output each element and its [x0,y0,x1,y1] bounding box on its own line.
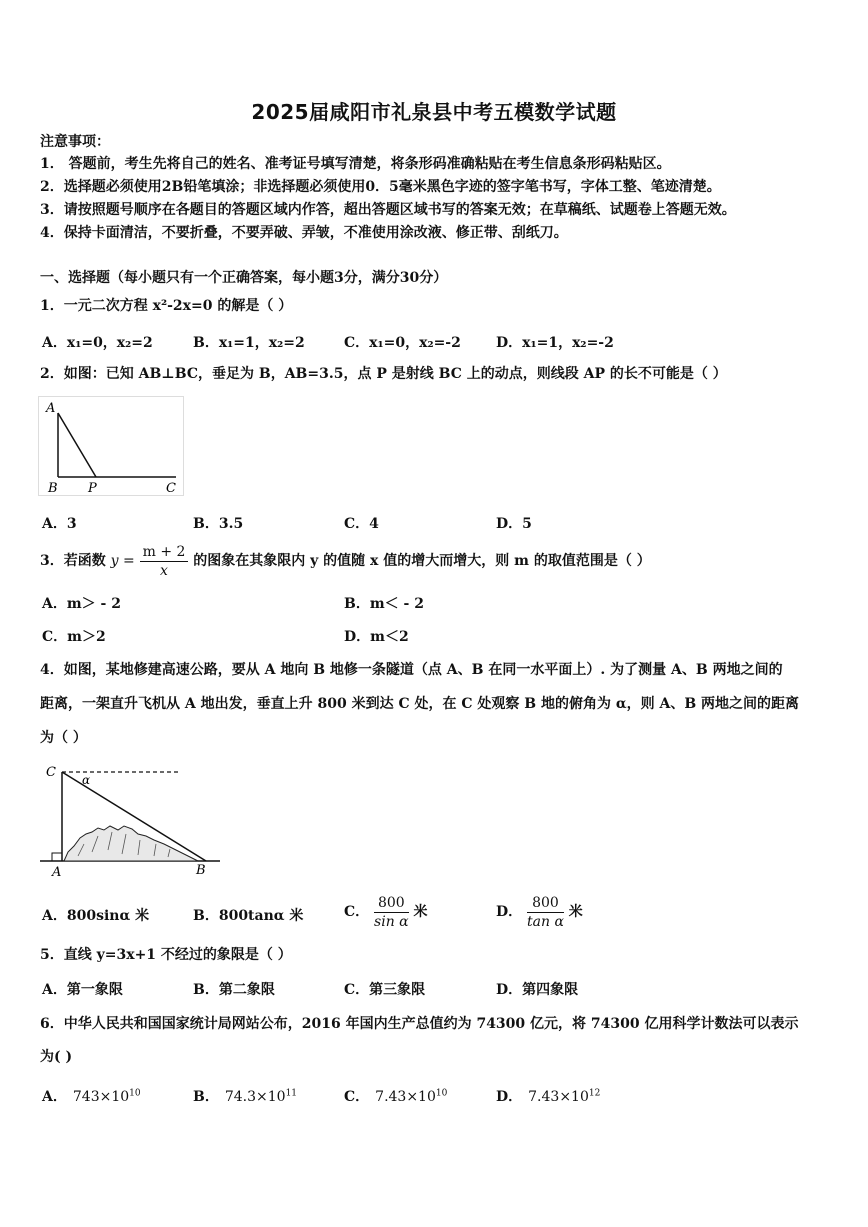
page-title: 2025届咸阳市礼泉县中考五模数学试题 [251,100,617,124]
label-alpha: α [82,773,91,787]
q4-option-d-unit: 米 [568,904,583,920]
q6-option-b-label: B． [193,1089,219,1105]
q4-option-d-num: 800 [527,894,564,913]
q4-figure [38,760,228,880]
label-c: C [46,765,56,780]
question-1-stem: 1．一元二次方程 x²-2x=0 的解是（ ） [40,298,293,314]
label-a: A [46,401,56,416]
q3-frac-den: x [160,562,168,579]
q4-option-d-label: D． [496,904,523,920]
q1-option-b: B．x₁=1，x₂=2 [193,335,305,351]
q3-function: y = [110,553,135,569]
label-c: C [166,481,176,496]
q4-option-c-label: C． [344,904,370,920]
q6-option-d-exp: 12 [588,1088,601,1099]
q3-fraction [140,543,189,580]
q3-option-d: D．m＜2 [344,629,409,645]
question-4-line: 4．如图，某地修建高速公路，要从 A 地向 B 地修一条隧道（点 A、B 在同一水平面上）. 为了测量 A、B 两地之间的 [40,662,783,678]
q2-option-c: C．4 [344,516,379,532]
label-a: A [52,865,62,880]
q4-option-b: B．800tanα 米 [193,908,304,924]
q2-option-a: A．3 [42,516,77,532]
q3-option-a: A．m＞ - 2 [42,596,121,612]
q6-option-d-base: 7.43×10 [528,1089,589,1105]
label-p: P [88,481,97,496]
q1-option-a: A．x₁=0，x₂=2 [42,335,153,351]
notice-heading: 注意事项： [40,134,110,150]
q4-option-d-den: tan α [527,913,564,930]
q6-option-a [42,1086,141,1106]
q4-option-c [344,892,428,932]
notice-item: 4．保持卡面清洁，不要折叠，不要弄破、弄皱，不准使用涂改液、修正带、刮纸刀。 [40,225,568,241]
q4-option-d-fraction [527,894,564,931]
q6-option-c-exp: 10 [435,1088,448,1099]
q6-option-d [496,1086,600,1106]
label-b: B [196,863,206,878]
question-4-line: 为（ ） [40,730,87,746]
q6-option-a-label: A． [42,1089,67,1105]
q2-option-b: B．3.5 [193,516,244,532]
q6-option-c-base: 7.43×10 [375,1089,436,1105]
question-6-line: 为( ) [40,1049,73,1065]
section-heading: 一、选择题（每小题只有一个正确答案，每小题3分，满分30分） [40,270,448,286]
q5-option-b: B．第二象限 [193,982,275,998]
q4-option-c-fraction [374,894,409,931]
q3-prefix: 3．若函数 [40,553,106,569]
q3-option-b: B．m＜ - 2 [344,596,424,612]
notice-item: 3．请按照题号顺序在各题目的答题区域内作答，超出答题区域书写的答案无效；在草稿纸、试题卷上答题无效。 [40,202,736,218]
q1-option-c: C．x₁=0，x₂=-2 [344,335,461,351]
q6-option-b-base: 74.3×10 [224,1089,286,1105]
q4-option-d [496,892,583,932]
q3-frac-num: m + 2 [140,543,189,562]
q4-option-c-unit: 米 [413,904,428,920]
q3-suffix: 的图象在其象限内 y 的值随 x 值的增大而增大，则 m 的取值范围是（ ） [193,553,651,569]
q2-option-d: D．5 [496,516,532,532]
question-2-stem: 2．如图：已知 AB⊥BC，垂足为 B，AB=3.5，点 P 是射线 BC 上的动点，则线段 AP 的长不可能是（ ） [40,366,727,382]
q4-option-c-num: 800 [374,894,409,913]
notice-item: 1． 答题前，考生先将自己的姓名、准考证号填写清楚，将条形码准确粘贴在考生信息条形码粘贴区。 [40,156,671,172]
q6-option-b [193,1086,297,1106]
question-6-line: 6．中华人民共和国国家统计局网站公布，2016 年国内生产总值约为 74300 亿元，将 74300 亿用科学计数法可以表示 [40,1016,799,1032]
q5-option-d: D．第四象限 [496,982,579,998]
question-4-line: 距离，一架直升飞机从 A 地出发，垂直上升 800 米到达 C 处，在 C 处观察 B 地的俯角为 α，则 A、B 两地之间的距离 [40,696,800,712]
q6-option-c [344,1086,447,1106]
question-5-stem: 5．直线 y=3x+1 不经过的象限是（ ） [40,947,292,963]
label-b: B [48,481,58,496]
q3-option-c: C．m＞2 [42,629,106,645]
q4-option-a: A．800sinα 米 [42,908,150,924]
question-3-stem [40,542,651,580]
q6-option-d-label: D． [496,1089,523,1105]
q1-option-d: D．x₁=1，x₂=-2 [496,335,614,351]
q6-option-a-exp: 10 [129,1088,141,1099]
q2-figure [38,396,188,498]
notice-item: 2．选择题必须使用2B铅笔填涂；非选择题必须使用0．5毫米黑色字迹的签字笔书写，字体工整、笔迹清楚。 [40,179,721,195]
q5-option-a: A．第一象限 [42,982,123,998]
q6-option-b-exp: 11 [285,1088,298,1099]
q6-option-c-label: C． [344,1089,370,1105]
q5-option-c: C．第三象限 [344,982,426,998]
q4-option-c-den: sin α [374,913,409,930]
q6-option-a-base: 743×10 [72,1089,130,1105]
